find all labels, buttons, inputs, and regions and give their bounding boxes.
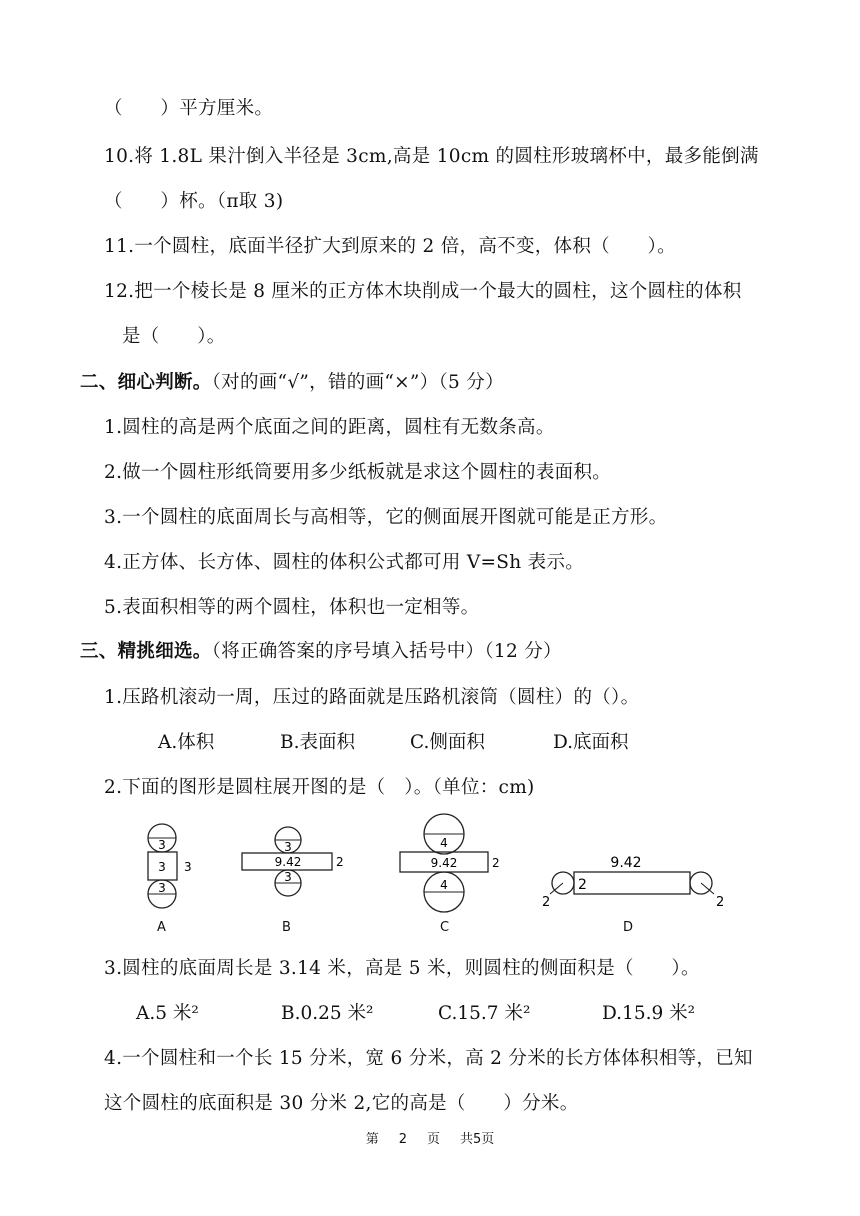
judge-item-5: 5.表面积相等的两个圆柱，体积也一定相等。 bbox=[104, 597, 480, 618]
q1-option-c: C.侧面积 bbox=[410, 732, 485, 753]
q1-option-d: D.底面积 bbox=[553, 732, 629, 753]
fig-b-bottom-label: 3 bbox=[284, 870, 292, 884]
section-3-title: 三、精挑细选。 bbox=[80, 641, 212, 662]
figure-c bbox=[396, 812, 508, 914]
fig-d-left-radius-label: 2 bbox=[542, 895, 551, 910]
choice-question-4-line1: 4.一个圆柱和一个长 15 分米，宽 6 分米，高 2 分米的长方体体积相等，已知 bbox=[104, 1048, 753, 1069]
q3-option-a: A.5 米² bbox=[136, 1003, 199, 1024]
figure-b bbox=[238, 822, 348, 914]
section-2-title: 二、细心判断。 bbox=[80, 372, 212, 393]
q3-option-d: D.15.9 米² bbox=[602, 1003, 696, 1024]
fig-c-length-label: 9.42 bbox=[430, 856, 458, 870]
choice-question-2: 2.下面的图形是圆柱展开图的是（ ）。（单位：cm) bbox=[104, 777, 535, 798]
figure-a bbox=[140, 822, 200, 914]
figure-b-label: B bbox=[282, 920, 291, 935]
question-10-line2: （ ）杯。（π取 3) bbox=[104, 191, 284, 212]
section-2-note: （对的画“√”，错的画“×”）（5 分） bbox=[211, 372, 504, 393]
fig-b-length-label: 9.42 bbox=[274, 855, 302, 869]
footer-ye: 页 bbox=[427, 1132, 441, 1147]
fig-b-height-label: 2 bbox=[336, 855, 344, 869]
question-11: 11.一个圆柱，底面半径扩大到原来的 2 倍，高不变，体积（ ）。 bbox=[104, 236, 676, 257]
section-3-heading bbox=[80, 637, 562, 663]
judge-item-1: 1.圆柱的高是两个底面之间的距离，圆柱有无数条高。 bbox=[104, 417, 555, 438]
fig-d-length-label: 9.42 bbox=[610, 855, 642, 871]
question-12-line2: 是（ ）。 bbox=[122, 326, 226, 347]
figure-d-label: D bbox=[623, 920, 634, 935]
judge-item-4: 4.正方体、长方体、圆柱的体积公式都可用 V=Sh 表示。 bbox=[104, 552, 585, 573]
figure-d bbox=[540, 850, 730, 914]
fig-a-top-label: 3 bbox=[158, 838, 166, 852]
footer-page-number: 2 bbox=[398, 1132, 407, 1147]
fig-a-side-label: 3 bbox=[158, 860, 166, 874]
question-10-line1: 10.将 1.8L 果汁倒入半径是 3cm,高是 10cm 的圆柱形玻璃杯中，最多能倒满 bbox=[104, 146, 759, 167]
fig-c-bottom-label: 4 bbox=[440, 878, 448, 892]
q3-option-b: B.0.25 米² bbox=[281, 1003, 374, 1024]
figure-c-label: C bbox=[440, 920, 450, 935]
q3-option-c: C.15.7 米² bbox=[438, 1003, 531, 1024]
section-2-heading bbox=[80, 368, 504, 394]
fig-a-height-label: 3 bbox=[184, 860, 192, 874]
q1-option-b: B.表面积 bbox=[280, 732, 355, 753]
fig-d-height-label: 2 bbox=[578, 877, 587, 893]
fig-d-right-radius-label: 2 bbox=[716, 895, 725, 910]
q1-option-a: A.体积 bbox=[158, 732, 215, 753]
choice-question-3: 3.圆柱的底面周长是 3.14 米，高是 5 米，则圆柱的侧面积是（ ）。 bbox=[104, 958, 700, 979]
choice-question-1: 1.压路机滚动一周，压过的路面就是压路机滚筒（圆柱）的（）。 bbox=[104, 687, 640, 708]
fig-a-bottom-label: 3 bbox=[158, 881, 166, 895]
footer-di: 第 bbox=[365, 1132, 379, 1147]
fig-c-height-label: 2 bbox=[492, 856, 500, 870]
footer-total: 共5页 bbox=[460, 1132, 495, 1147]
question-12-line1: 12.把一个棱长是 8 厘米的正方体木块削成一个最大的圆柱，这个圆柱的体积 bbox=[104, 281, 742, 302]
fig-c-top-label: 4 bbox=[440, 836, 448, 850]
figure-a-label: A bbox=[157, 920, 166, 935]
choice-question-4-line2: 这个圆柱的底面积是 30 分米 2,它的高是（ ）分米。 bbox=[104, 1093, 579, 1114]
judge-item-3: 3.一个圆柱的底面周长与高相等，它的侧面展开图就可能是正方形。 bbox=[104, 507, 668, 528]
q9-continuation: （ ）平方厘米。 bbox=[104, 98, 274, 119]
page-footer bbox=[0, 1128, 860, 1147]
judge-item-2: 2.做一个圆柱形纸筒要用多少纸板就是求这个圆柱的表面积。 bbox=[104, 462, 612, 483]
section-3-note: （将正确答案的序号填入括号中）（12 分） bbox=[211, 641, 562, 662]
fig-b-top-label: 3 bbox=[284, 840, 292, 854]
